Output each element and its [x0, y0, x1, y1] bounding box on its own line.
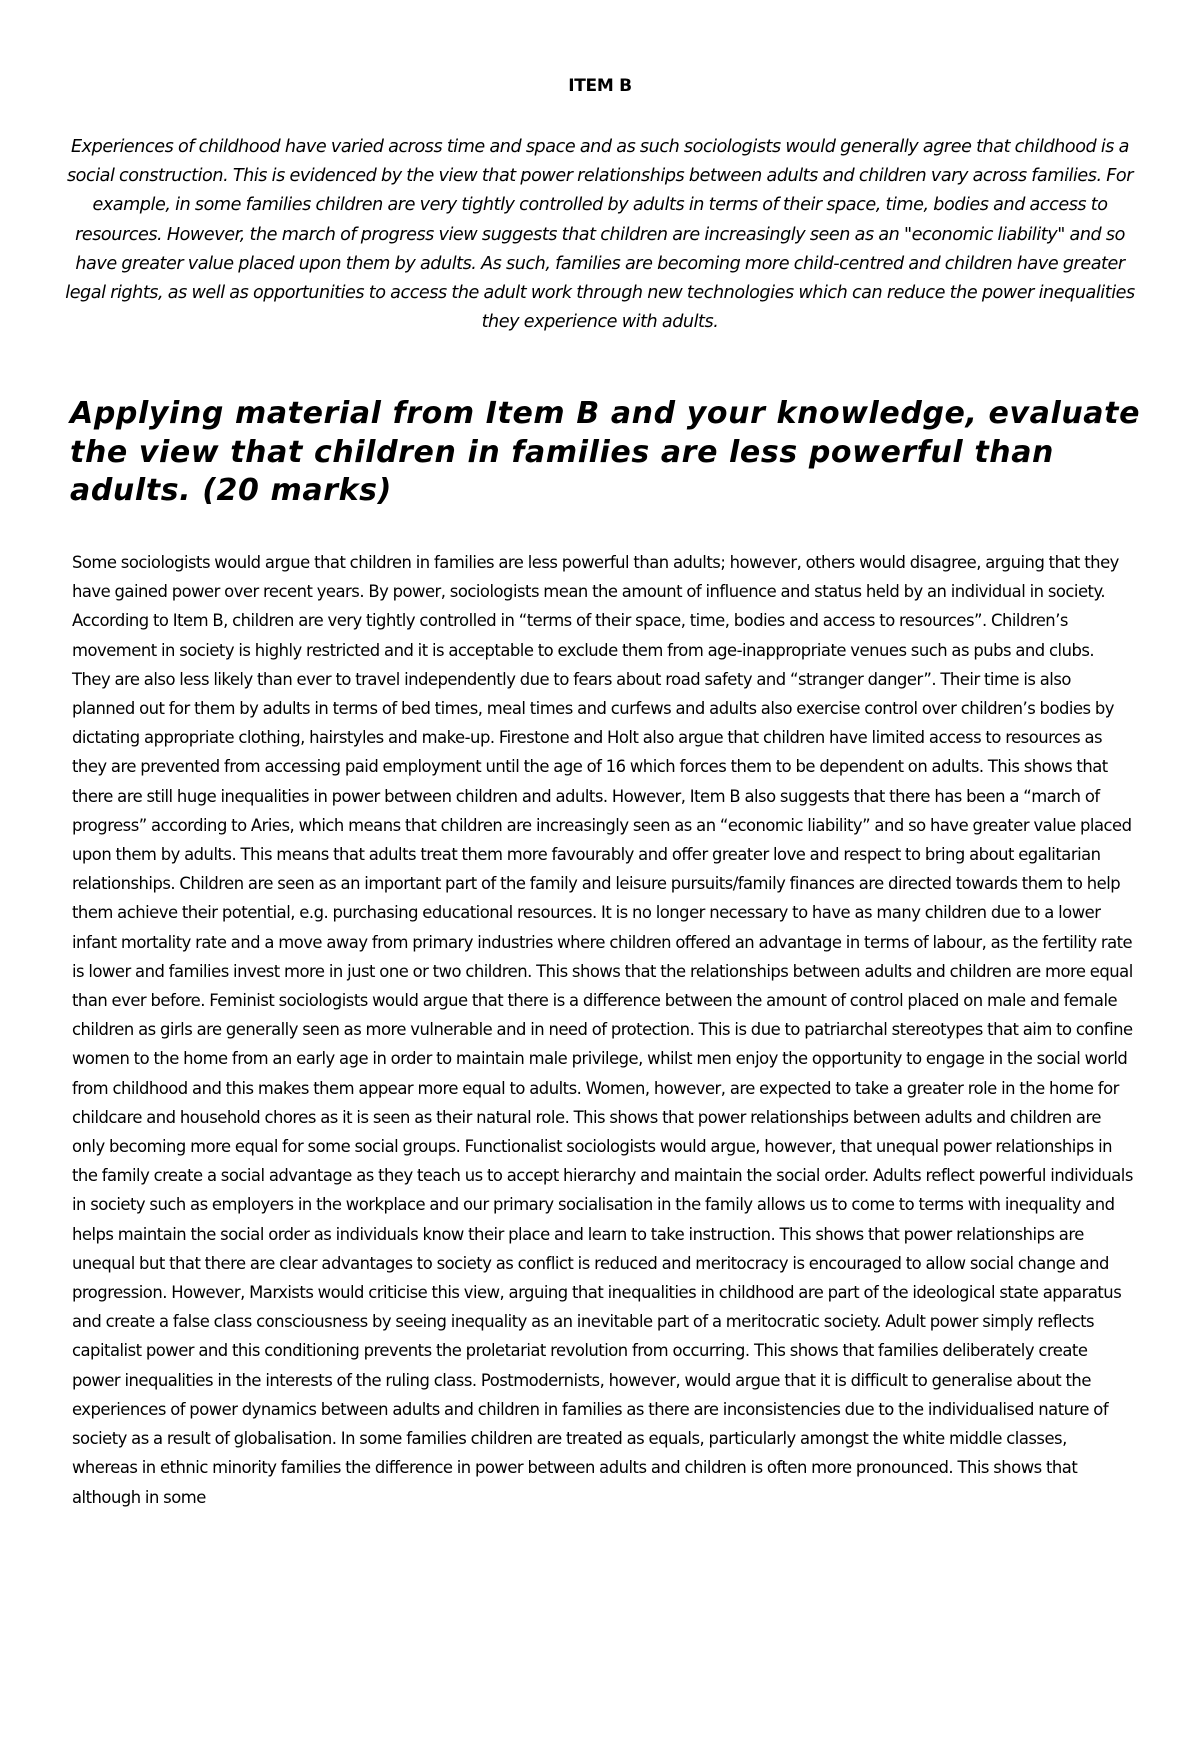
essay-answer — [72, 548, 1134, 1512]
item-source-text: Experiences of childhood have varied across time and space and as such sociologists would generally agree that childhood is a social construction. This is evidenced by the view that power relationships between adults and children vary across families. For example, in some families children are very tightly controlled by adults in terms of their space, time, bodies and access to resources. However, the march of progress view suggests that children are increasingly seen as an "economic liability" and so have greater value placed upon them by adults. As such, families are becoming more child-centred and children have greater legal rights, as well as opportunities to access the adult work through new technologies which can reduce the power inequalities they experience with adults. — [65, 137, 1135, 333]
answer-paragraph: Some sociologists would argue that children in families are less powerful than adults; however, others would disagree, arguing that they have gained power over recent years. By power, sociologists mean the amount of influence and status held by an individual in society. According to Item B, children are very tightly controlled in “terms of their space, time, bodies and access to resources”. Children’s movement in society is highly restricted and it is acceptable to exclude them from age-inappropriate venues such as pubs and clubs. They are also less likely than ever to travel independently due to fears about road safety and “stranger danger”. Their time is also planned out for them by adults in terms of bed times, meal times and curfews and adults also exercise control over children’s bodies by dictating appropriate clothing, hairstyles and make-up. Firestone and Holt also argue that children have limited access to resources as they are prevented from accessing paid employment until the age of 16 which forces them to be dependent on adults. This shows that there are still huge inequalities in power between children and adults. However, Item B also suggests that there has been a “march of progress” according to Aries, which means that children are increasingly seen as an “economic liability” and so have greater value placed upon them by adults. This means that adults treat them more favourably and offer greater love and respect to bring about egalitarian relationships. Children are seen as an important part of the family and leisure pursuits/family finances are directed towards them to help them achieve their potential, e.g. purchasing educational resources. It is no longer necessary to have as many children due to a lower infant mortality rate and a move away from primary industries where children offered an advantage in terms of labour, as the fertility rate is lower and families invest more in just one or two children. This shows that the relationships between adults and children are more equal than ever before. Feminist sociologists would argue that there is a difference between the amount of control placed on male and female children as girls are generally seen as more vulnerable and in need of protection. This is due to patriarchal stereotypes that aim to confine women to the home from an early age in order to maintain male privilege, whilst men enjoy the opportunity to engage in the social world from childhood and this makes them appear more equal to adults. Women, however, are expected to take a greater role in the home for childcare and household chores as it is seen as their natural role. This shows that power relationships between adults and children are only becoming more equal for some social groups. Functionalist sociologists would argue, however, that unequal power relationships in the family create a social advantage as they teach us to accept hierarchy and maintain the social order. Adults reflect powerful individuals in society such as employers in the workplace and our primary socialisation in the family allows us to come to terms with inequality and helps maintain the social order as individuals know their place and learn to take instruction. This shows that power relationships are unequal but that there are clear advantages to society as conflict is reduced and meritocracy is encouraged to allow social change and progression. However, Marxists would criticise this view, arguing that inequalities in childhood are part of the ideological state apparatus and create a false class consciousness by seeing inequality as an inevitable part of a meritocratic society. Adult power simply reflects capitalist power and this conditioning prevents the proletariat revolution from occurring. This shows that families deliberately create power inequalities in the interests of the ruling class. Postmodernists, however, would argue that it is difficult to generalise about the experiences of power dynamics between adults and children in families as there are inconsistencies due to the individualised nature of society as a result of globalisation. In some families children are treated as equals, particularly amongst the white middle classes, whereas in ethnic minority families the difference in power between adults and children is often more pronounced. This shows that although in some — [72, 553, 1133, 1507]
essay-question: Applying material from Item B and your knowledge, evaluate the view that children in families are less powerful than adults. (20 marks) — [70, 396, 1141, 508]
item-title: ITEM B — [568, 76, 632, 96]
